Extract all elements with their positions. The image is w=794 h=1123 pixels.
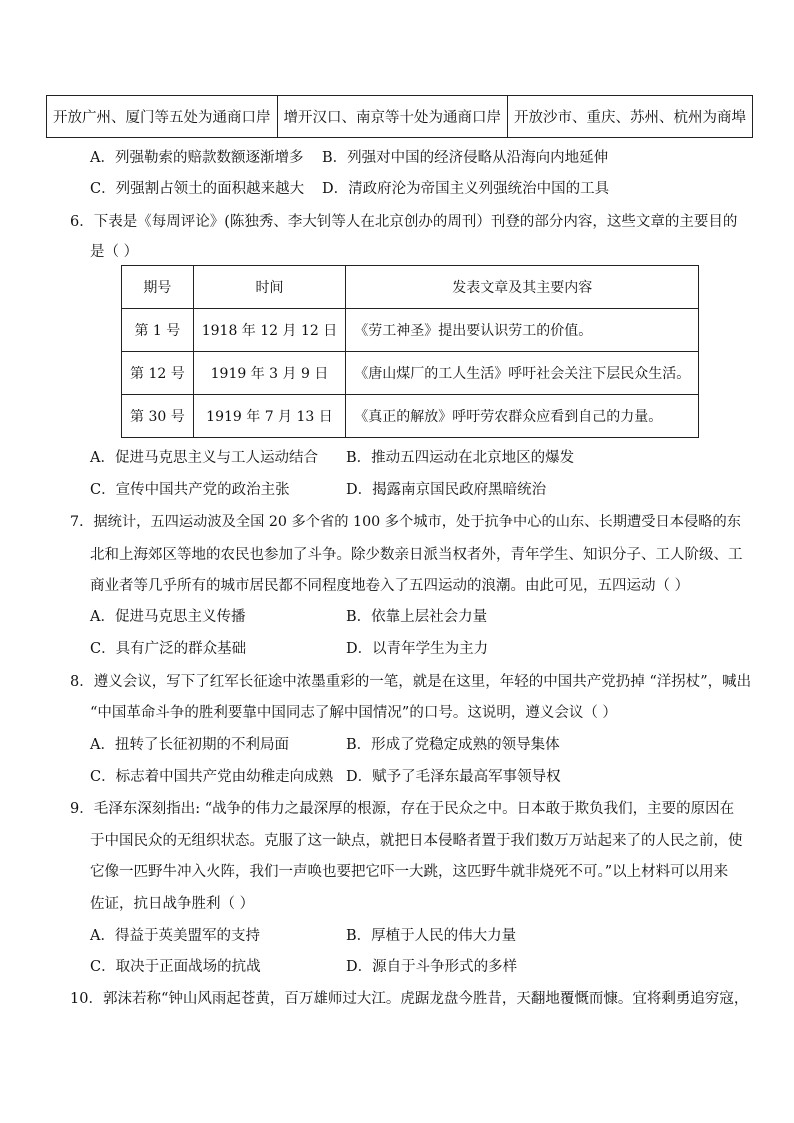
table-header-row <box>122 266 699 309</box>
table-cell: 《真正的解放》呼吁劳农群众应看到自己的力量。 <box>346 395 699 438</box>
q6-stem-line: 6．下表是《每周评论》(陈独秀、李大钊等人在北京创办的周刊）刊登的部分内容，这些文章的主要目的 <box>70 214 738 230</box>
q9-stem-line: 佐证，抗日战争胜利（ ） <box>90 896 255 912</box>
q7-option-b[interactable]: B．依靠上层社会力量 <box>346 609 488 625</box>
table-header: 期号 <box>122 266 194 309</box>
q7-stem-line: 7．据统计，五四运动波及全国 20 多个省的 100 多个城市，处于抗争中心的山东、长期遭受日本侵略的东 <box>70 514 742 530</box>
q6-table <box>121 265 699 438</box>
table-cell: 《劳工神圣》提出要认识劳工的价值。 <box>346 309 699 352</box>
table-cell: 增开汉口、南京等十处为通商口岸 <box>277 96 508 138</box>
q6-stem-line: 是（ ） <box>90 244 139 260</box>
q5-option-b[interactable]: B．列强对中国的经济侵略从沿海向内地延伸 <box>322 150 609 166</box>
q6-option-a[interactable]: A．促进马克思主义与工人运动结合 <box>90 450 318 466</box>
q9-stem-line: 它像一匹野牛冲入火阵，我们一声唤也要把它吓一大跳，这匹野牛就非烧死不可。”以上材料可以用来 <box>90 864 729 880</box>
table-cell: 1918 年 12 月 12 日 <box>193 309 346 352</box>
table-cell: 开放广州、厦门等五处为通商口岸 <box>47 96 278 138</box>
q9-option-a[interactable]: A．得益于英美盟军的支持 <box>90 928 260 944</box>
table-row <box>47 96 753 138</box>
q7-stem-line: 北和上海郊区等地的农民也参加了斗争。除少数亲日派当权者外，青年学生、知识分子、工人阶级、工 <box>90 547 743 563</box>
q9-stem-line: 于中国民众的无组织状态。克服了这一缺点，就把日本侵略者置于我们数万万站起来了的人民之前，使 <box>90 833 743 849</box>
q7-option-a[interactable]: A．促进马克思主义传播 <box>90 609 246 625</box>
q6-option-b[interactable]: B．推动五四运动在北京地区的爆发 <box>346 450 575 466</box>
q8-option-d[interactable]: D．赋予了毛泽东最高军事领导权 <box>346 769 561 785</box>
q7-option-d[interactable]: D．以青年学生为主力 <box>346 641 489 657</box>
q8-stem-line: 8．遵义会议，写下了红军长征途中浓墨重彩的一笔，就是在这里，年轻的中国共产党扔掉 “洋拐杖”，喊出 <box>70 674 752 690</box>
q8-option-a[interactable]: A．扭转了长征初期的不利局面 <box>90 737 289 753</box>
table-row <box>122 352 699 395</box>
table-cell: 1919 年 3 月 9 日 <box>193 352 346 395</box>
q9-option-b[interactable]: B．厚植于人民的伟大力量 <box>346 928 517 944</box>
q8-stem-line: “中国革命斗争的胜利要靠中国同志了解中国情况”的口号。这说明，遵义会议（ ） <box>90 705 617 721</box>
table-header: 时间 <box>193 266 346 309</box>
q5-option-a[interactable]: A．列强勒索的赔款数额逐渐增多 <box>90 150 304 166</box>
table-cell: 1919 年 7 月 13 日 <box>193 395 346 438</box>
table-header: 发表文章及其主要内容 <box>346 266 699 309</box>
q10-stem-line: 10．郭沫若称“钟山风雨起苍黄，百万雄师过大江。虎踞龙盘今胜昔，天翻地覆慨而慷。宜将剩勇追穷寇， <box>70 991 749 1007</box>
q5-option-d[interactable]: D．清政府沦为帝国主义列强统治中国的工具 <box>322 181 610 197</box>
q8-option-c[interactable]: C．标志着中国共产党由幼稚走向成熟 <box>90 769 334 785</box>
table-cell: 《唐山煤厂的工人生活》呼吁社会关注下层民众生活。 <box>346 352 699 395</box>
q5-material-table <box>46 95 753 138</box>
table-cell: 第 1 号 <box>122 309 194 352</box>
q8-option-b[interactable]: B．形成了党稳定成熟的领导集体 <box>346 737 560 753</box>
q6-option-c[interactable]: C．宣传中国共产党的政治主张 <box>90 482 290 498</box>
q6-option-d[interactable]: D．揭露南京国民政府黑暗统治 <box>346 482 547 498</box>
table-row <box>122 395 699 438</box>
q9-option-d[interactable]: D．源自于斗争形式的多样 <box>346 959 518 975</box>
q7-option-c[interactable]: C．具有广泛的群众基础 <box>90 641 247 657</box>
q9-stem-line: 9．毛泽东深刻指出: “战争的伟力之最深厚的根源，存在于民众之中。日本敢于欺负我们，主要的原因在 <box>70 801 735 817</box>
q5-option-c[interactable]: C．列强割占领土的面积越来越大 <box>90 181 305 197</box>
table-cell: 开放沙市、重庆、苏州、杭州为商埠 <box>508 96 753 138</box>
table-cell: 第 12 号 <box>122 352 194 395</box>
q7-stem-line: 商业者等几乎所有的城市居民都不同程度地卷入了五四运动的浪潮。由此可见，五四运动（ ） <box>90 578 690 594</box>
table-row <box>122 309 699 352</box>
q9-option-c[interactable]: C．取决于正面战场的抗战 <box>90 959 261 975</box>
table-cell: 第 30 号 <box>122 395 194 438</box>
